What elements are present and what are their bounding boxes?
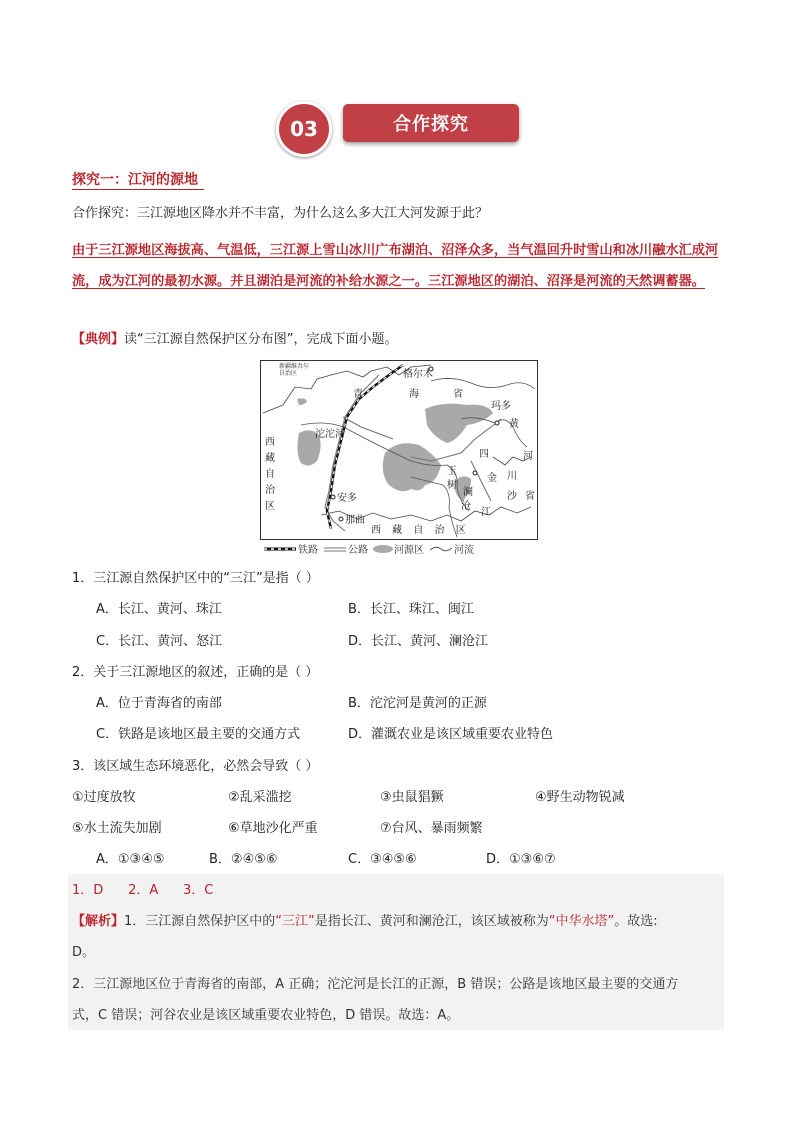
map-label-chuan: 川 — [507, 471, 517, 482]
analysis-line-4: 式，C 错误；河谷农业是该区域重要农业特色，D 错误。故选：A。 — [72, 1008, 460, 1023]
map-label-jiang: 江 — [481, 507, 491, 518]
map-label-naqu: 那曲 — [345, 515, 365, 526]
question-2-option-a: A．位于青海省的南部 — [96, 696, 222, 711]
example-tag: 【典例】 — [72, 332, 125, 347]
railway-legend-icon — [262, 545, 298, 553]
question-3-option-b: B．②④⑤⑥ — [209, 852, 278, 867]
town-naqu — [339, 517, 343, 521]
example-line — [72, 330, 398, 350]
legend-railway: 铁路 — [298, 545, 318, 556]
map-label-jin: 金 — [487, 473, 497, 484]
map-label-xizang-vertical-1: 西 — [265, 437, 275, 448]
river-legend-icon — [428, 544, 454, 554]
cooperative-question: 合作探究：三江源地区降水并不丰富，为什么这么多大江大河发源于此？ — [72, 206, 489, 221]
question-1-option-c: C．长江、黄河、怒江 — [96, 634, 223, 649]
analysis-line-3: 2．三江源地区位于青海省的南部，A 正确；沱沱河是长江的正源，B 错误；公路是该地区最主要的交通方 — [72, 977, 679, 992]
analysis-line-2: D。 — [72, 945, 96, 960]
map-label-xinjiang: 新疆维吾尔自治区 — [279, 363, 310, 377]
map-drawing — [261, 361, 537, 539]
map-label-xizang-horizontal: 西 藏 自 治 区 — [371, 525, 470, 536]
section-number-badge: 03 — [276, 101, 332, 157]
map-label-xizang-vertical-4: 治 — [265, 485, 275, 496]
river-north — [431, 378, 535, 389]
town-maduo — [495, 421, 499, 425]
question-1-option-d: D．长江、黄河、澜沧江 — [348, 634, 489, 649]
map-label-sha: 沙 — [507, 491, 517, 502]
question-3-item-5: ⑤水土流失加剧 — [72, 821, 162, 836]
source-area-legend-icon — [372, 544, 394, 554]
map-label-maduo: 玛多 — [491, 401, 511, 412]
question-3-option-c: C．③④⑤⑥ — [348, 852, 417, 867]
section-header-title: 合作探究 — [343, 104, 519, 142]
example-text: 读“三江源自然保护区分布图”，完成下面小题。 — [124, 332, 398, 347]
map-label-xizang-vertical-2: 藏 — [265, 453, 275, 464]
question-3-item-7: ⑦台风、暴雨频繁 — [380, 821, 483, 836]
map-label-xizang-vertical-3: 自 — [265, 469, 275, 480]
town-anduo — [331, 495, 335, 499]
map-label-qing: 青 — [353, 389, 363, 400]
analysis-line-1 — [72, 912, 658, 932]
source-region-central — [383, 443, 441, 491]
map-label-hai: 海 — [409, 389, 419, 400]
map-label-cang: 沧 — [461, 501, 471, 512]
question-3-stem: 3．该区域生态环境恶化，必然会导致（ ） — [72, 759, 319, 774]
map-label-si: 四 — [479, 449, 489, 460]
source-region-north — [297, 398, 307, 405]
analysis-line-1-part-a: 1．三江源自然保护区中的 — [124, 914, 276, 929]
question-3-item-4: ④野生动物锐减 — [535, 790, 625, 805]
sanjiangyuan-map — [260, 360, 538, 540]
map-label-lan: 澜 — [463, 487, 473, 498]
map-label-sheng2: 省 — [525, 491, 535, 502]
question-3-item-1: ①过度放牧 — [72, 790, 136, 805]
map-label-sheng: 省 — [453, 389, 463, 400]
highway-legend-icon — [322, 545, 348, 553]
question-2-option-c: C．铁路是该地区最主要的交通方式 — [96, 727, 301, 742]
analysis-line-1-part-e: 。故选: — [614, 914, 658, 929]
map-label-xizang-vertical-5: 区 — [265, 501, 275, 512]
question-1-option-b: B．长江、珠江、闽江 — [348, 602, 474, 617]
question-3-item-2: ②乱采滥挖 — [228, 790, 292, 805]
legend-highway: 公路 — [348, 545, 368, 556]
question-3-item-3: ③虫鼠猖獗 — [380, 790, 444, 805]
legend-river: 河流 — [454, 545, 474, 556]
source-region-east — [425, 404, 493, 443]
question-2-option-b: B．沱沱河是黄河的正源 — [348, 696, 487, 711]
analysis-line-1-highlight-2: “中华水塔” — [548, 914, 615, 929]
analysis-line-1-highlight-1: “三江” — [275, 914, 315, 929]
question-3-item-6: ⑥草地沙化严重 — [228, 821, 318, 836]
question-1-option-a: A．长江、黄河、珠江 — [96, 602, 222, 617]
question-2-stem: 2．关于三江源地区的叙述，正确的是（ ） — [72, 665, 319, 680]
town-yushu — [473, 471, 477, 475]
map-label-he: 河 — [523, 451, 533, 462]
question-2-option-d: D．灌溉农业是该区域重要农业特色 — [348, 727, 554, 742]
analysis-tag: 【解析】 — [72, 914, 125, 929]
question-3-option-a: A．①③④⑤ — [96, 852, 165, 867]
map-label-anduo: 安多 — [337, 493, 357, 504]
question-3-option-d: D．①③⑥⑦ — [486, 852, 556, 867]
map-label-huang: 黄 — [509, 419, 519, 430]
legend-source-area: 河源区 — [394, 545, 424, 556]
answer-paragraph: 由于三江源地区海拔高、气温低，三江源上雪山冰川广布湖泊、沼泽众多，当气温回升时雪山和冰川融水汇成河流，成为江河的最初水源。并且湖泊是河流的补给水源之一。三江源地区的湖泊、沼泽是河流的天然调蓄器。 — [72, 243, 719, 289]
section-title: 探究一：江河的源地 — [72, 171, 204, 190]
map-legend — [262, 541, 478, 556]
map-label-golmud: 格尔木 — [403, 369, 433, 380]
question-1-stem: 1．三江源自然保护区中的“三江”是指（ ） — [72, 571, 319, 586]
map-label-yushu: 玉树 — [447, 466, 457, 491]
map-label-tuotuohe: 沱沱河 — [315, 429, 345, 440]
answer-key: 1．D 2．A 3．C — [72, 883, 214, 898]
analysis-line-1-part-c: 是指长江、黄河和澜沧江，该区域被称为 — [314, 914, 549, 929]
